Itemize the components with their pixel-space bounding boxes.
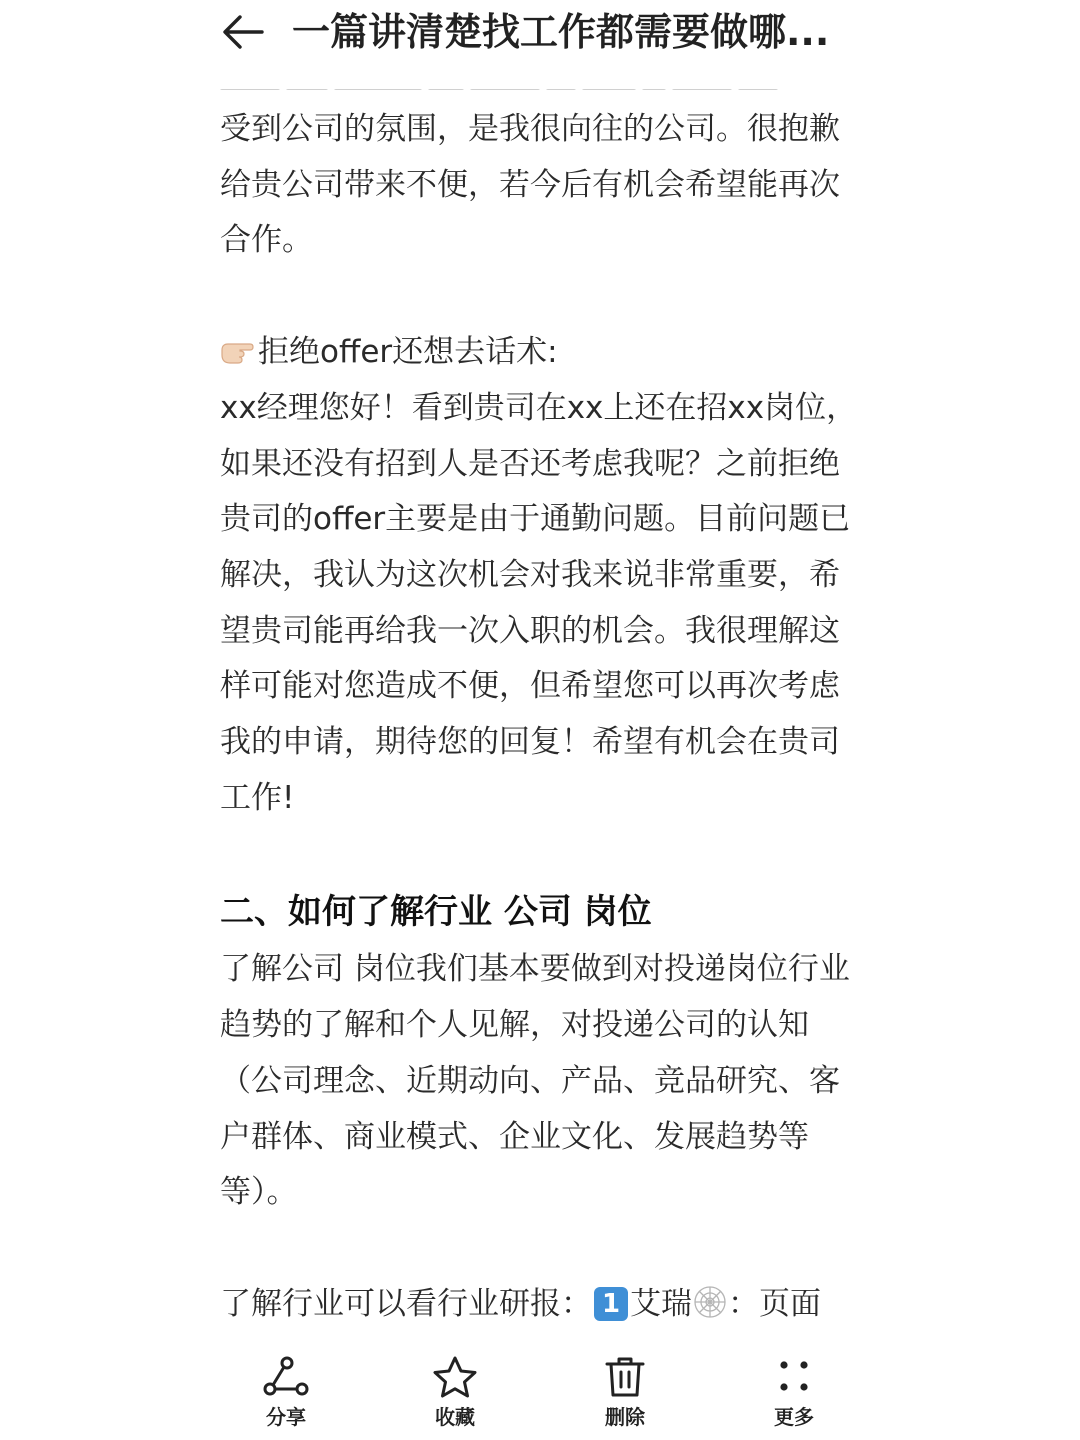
paragraph-industry-reports: [220, 1277, 865, 1333]
back-arrow-icon: [216, 8, 272, 56]
industry-reports-prefix: 了解行业可以看行业研报：: [220, 1285, 592, 1322]
share-label: 分享: [266, 1405, 306, 1429]
favorite-label: 收藏: [435, 1405, 475, 1429]
delete-label: 删除: [605, 1405, 645, 1429]
top-bar: [0, 0, 1080, 72]
paragraph-script: xx经理您好！看到贵司在xx上还在招xx岗位，如果还没有招到人是否还考虑我呢？之前拒绝贵司的offer主要是由于通勤问题。目前问题已解决，我认为这次机会对我来说非常重要，希望贵司能再给我一次入职的机会。我很理解这样可能对您造成不便，但希望您可以再次考虑我的申请，期待您的回复！希望有机会在贵司工作!: [220, 389, 858, 816]
page-title: 一篇讲清楚找工作都需要做哪...: [292, 10, 830, 54]
back-button[interactable]: [216, 8, 272, 56]
more-dots-icon: [769, 1355, 819, 1399]
article-body: [220, 102, 865, 1333]
tip-label: 拒绝offer还想去话术:: [258, 334, 558, 371]
share-icon: [261, 1355, 311, 1399]
clipped-text-line: [220, 80, 840, 90]
paragraph-gap: [220, 269, 865, 325]
spider-web-icon: [692, 1284, 728, 1320]
paragraph-gap: [220, 1221, 865, 1277]
bottom-action-bar: [0, 1345, 1080, 1440]
paragraph-company-research: 了解公司 岗位我们基本要做到对投递岗位行业趋势的了解和个人见解，对投递公司的认知（公司理念、近期动向、产品、竞品研究、客户群体、商业模式、企业文化、发展趋势等等）。: [220, 951, 850, 1211]
tip-line: [220, 325, 865, 381]
star-icon: [430, 1355, 480, 1399]
industry-reports-suffix: ：页面: [728, 1285, 821, 1322]
section-heading: 二、如何了解行业 公司 岗位: [220, 892, 652, 933]
pointing-hand-icon: [220, 338, 254, 366]
favorite-button[interactable]: [400, 1355, 510, 1439]
share-button[interactable]: [231, 1355, 341, 1439]
trash-icon: [600, 1355, 650, 1399]
more-button[interactable]: [739, 1355, 849, 1439]
paragraph-gap: [220, 826, 865, 882]
paragraph-closing: 受到公司的氛围，是我很向往的公司。很抱歉给贵公司带来不便，若今后有机会希望能再次合作。: [220, 111, 840, 259]
delete-button[interactable]: [570, 1355, 680, 1439]
more-label: 更多: [774, 1405, 814, 1429]
keycap-number-badge: 1: [594, 1287, 628, 1321]
report-source: 艾瑞: [630, 1285, 692, 1322]
